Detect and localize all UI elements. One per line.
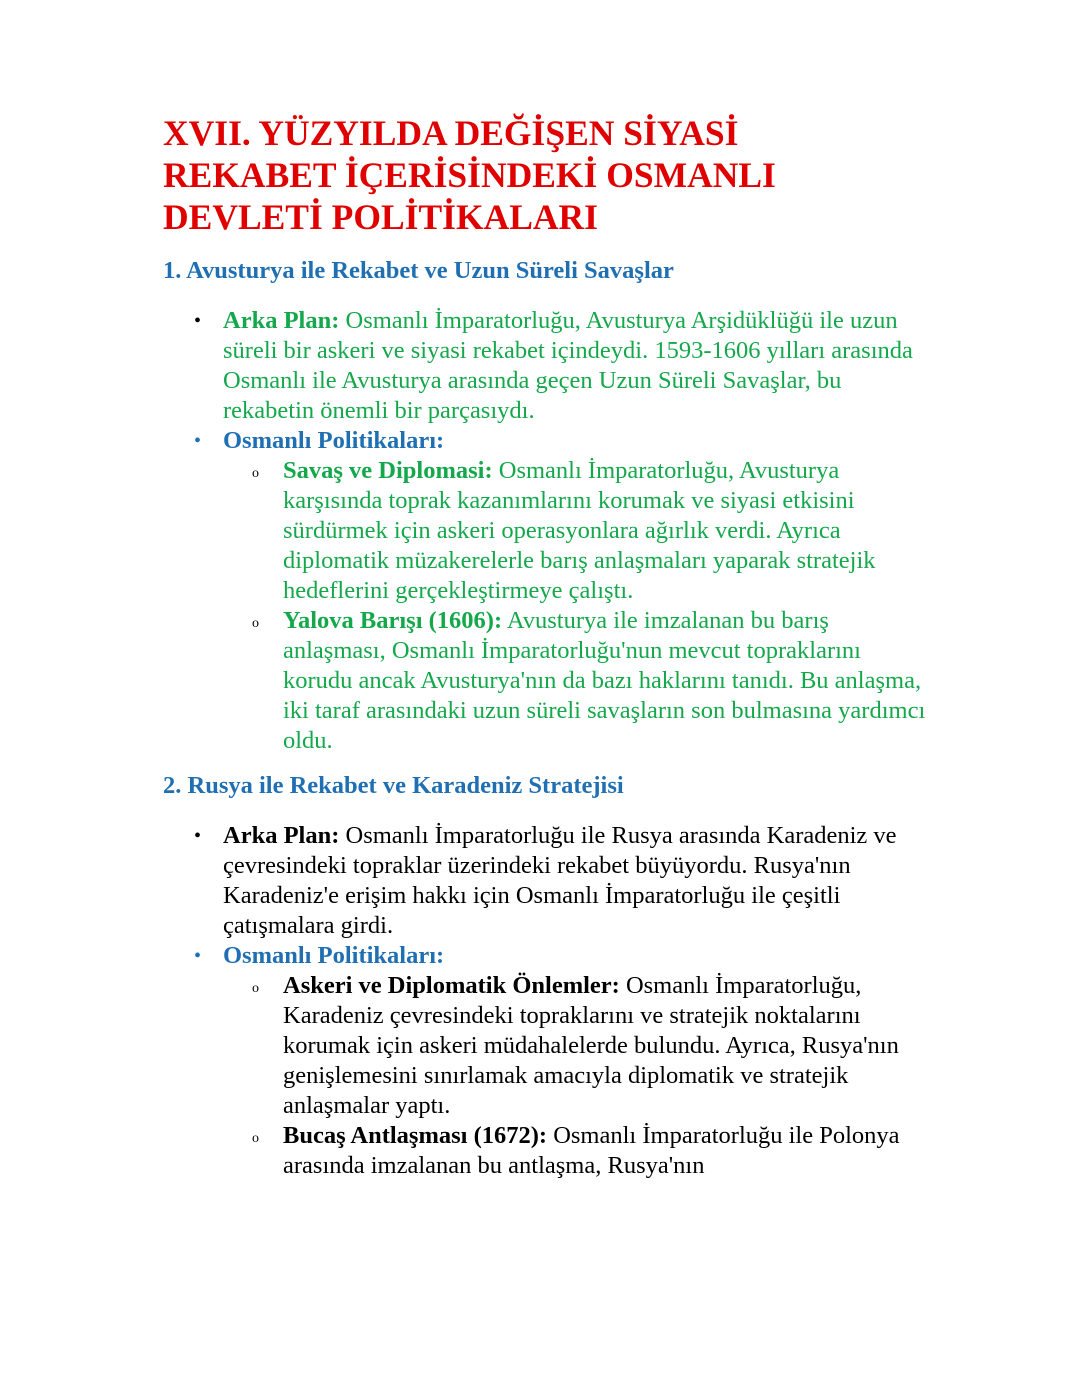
bullet-icon: • <box>194 310 202 332</box>
section-2-policies-sublist <box>223 971 933 1181</box>
bullet-icon: • <box>194 430 202 452</box>
circle-bullet-icon: o <box>252 616 259 631</box>
circle-bullet-icon: o <box>252 466 259 481</box>
policies-label: Osmanlı Politikaları: <box>223 942 445 969</box>
section-1-heading: 1. Avusturya ile Rekabet ve Uzun Süreli Savaşlar <box>163 257 674 284</box>
background-label: Arka Plan: <box>223 822 340 849</box>
policy-item <box>223 971 933 1121</box>
section-2-background-item <box>163 821 933 941</box>
background-text: Osmanlı İmparatorluğu ile Rusya arasında Karadeniz ve çevresindeki topraklar üzerindeki rekabet büyüyordu. Rusya'nın Karadeniz'e erişim hakkı için Osmanlı İmparatorluğu ile çeşitli çatışmalara girdi. <box>223 822 897 939</box>
policy-item <box>223 456 933 606</box>
policy-item <box>223 606 933 756</box>
section-2-heading: 2. Rusya ile Rekabet ve Karadeniz Stratejisi <box>163 772 624 799</box>
circle-bullet-icon: o <box>252 981 259 996</box>
policy-text: Avusturya ile imzalanan bu barış anlaşması, Osmanlı İmparatorluğu'nun mevcut topraklarını korudu ancak Avusturya'nın da bazı haklarını tanıdı. Bu anlaşma, iki taraf arasındaki uzun süreli savaşların son bulmasına yardımcı oldu. <box>283 607 926 754</box>
section-1-background-item <box>163 306 933 426</box>
title-line-2: REKABET İÇERİSİNDEKİ OSMANLI <box>163 155 776 195</box>
section-2-list <box>163 821 933 1181</box>
section-2-policies-item <box>163 941 933 1181</box>
document-page <box>163 112 933 1181</box>
policy-label: Savaş ve Diplomasi: <box>283 457 493 484</box>
bullet-icon: • <box>194 825 202 847</box>
policies-label: Osmanlı Politikaları: <box>223 427 445 454</box>
policy-label: Askeri ve Diplomatik Önlemler: <box>283 972 620 999</box>
circle-bullet-icon: o <box>252 1131 259 1146</box>
policy-text: Osmanlı İmparatorluğu ile Polonya arasında imzalanan bu antlaşma, Rusya'nın <box>283 1122 900 1179</box>
policy-label: Bucaş Antlaşması (1672): <box>283 1122 548 1149</box>
background-label: Arka Plan: <box>223 307 340 334</box>
section-1-policies-sublist <box>223 456 933 756</box>
document-title <box>163 112 933 238</box>
policy-item <box>223 1121 933 1181</box>
title-line-1: XVII. YÜZYILDA DEĞİŞEN SİYASİ <box>163 113 739 153</box>
section-1-policies-item <box>163 426 933 756</box>
policy-text: Osmanlı İmparatorluğu, Karadeniz çevresindeki topraklarını ve stratejik noktalarını korumak için askeri müdahalelerde bulundu. Ayrıca, Rusya'nın genişlemesini sınırlamak amacıyla diplomatik ve stratejik anlaşmalar yaptı. <box>283 972 899 1119</box>
section-1-list <box>163 306 933 756</box>
bullet-icon: • <box>194 945 202 967</box>
background-text: Osmanlı İmparatorluğu, Avusturya Arşidüklüğü ile uzun süreli bir askeri ve siyasi rekabet içindeydi. 1593-1606 yılları arasında Osmanlı ile Avusturya arasında geçen Uzun Süreli Savaşlar, bu rekabetin önemli bir parçasıydı. <box>223 307 913 424</box>
policy-label: Yalova Barışı (1606): <box>283 607 503 634</box>
title-line-3: DEVLETİ POLİTİKALARI <box>163 197 598 237</box>
policy-text: Osmanlı İmparatorluğu, Avusturya karşısında toprak kazanımlarını korumak ve siyasi etkisini sürdürmek için askeri operasyonlara ağırlık verdi. Ayrıca diplomatik müzakerelerle barış anlaşmaları yaparak stratejik hedeflerini gerçekleştirmeye çalıştı. <box>283 457 876 604</box>
